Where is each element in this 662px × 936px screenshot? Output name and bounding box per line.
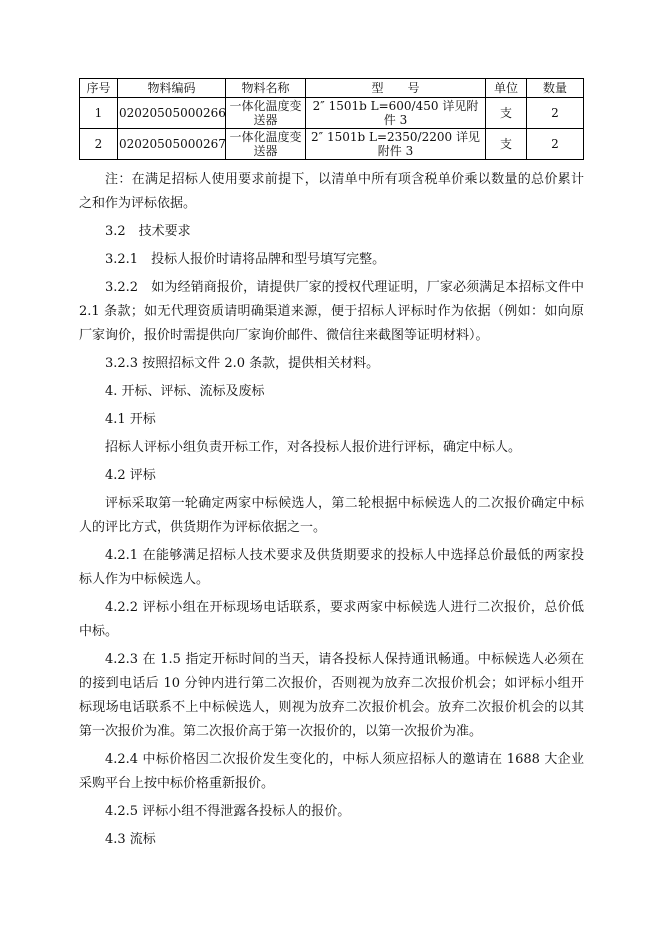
section-heading-3-2: 3.2 技术要求 — [105, 224, 191, 239]
table-row — [80, 129, 584, 160]
cell-model: 2″ 1501b L=2350/2200 详见附件 3 — [306, 129, 486, 160]
cell-model: 2″ 1501b L=600/450 详见附件 3 — [306, 98, 486, 129]
paragraph-3-2-3: 3.2.3 按照招标文件 2.0 条款，提供相关材料。 — [105, 356, 380, 371]
section-heading-4-2: 4.2 评标 — [105, 468, 156, 483]
cell-code: 02020505000267 — [118, 129, 226, 160]
paragraph-4-2-3: 4.2.3 在 1.5 指定开标时间的当天，请各投标人保持通讯畅通。中标候选人必须在的接到电话后 10 分钟内进行第二次报价，否则视为放弃二次报价机会；如评标小组开标现场电话联系不上中标候选人，则视为放弃二次报价机会。放弃二次报价机会的以其第一次报价为准。第二次报价高于第一次报价的，以第一次报价为准。 — [79, 652, 584, 739]
cell-code: 02020505000266 — [118, 98, 226, 129]
paragraph-4-2-2: 4.2.2 评标小组在开标现场电话联系，要求两家中标候选人进行二次报价，总价低中标。 — [79, 600, 584, 639]
cell-unit: 支 — [486, 98, 527, 129]
table-header-row — [80, 79, 584, 98]
header-model: 型 号 — [306, 79, 486, 98]
cell-name: 一体化温度变送器 — [226, 129, 306, 160]
document-body — [79, 168, 584, 856]
header-code: 物料编码 — [118, 79, 226, 98]
cell-qty: 2 — [527, 129, 584, 160]
cell-unit: 支 — [486, 129, 527, 160]
materials-table — [79, 78, 584, 160]
cell-qty: 2 — [527, 98, 584, 129]
header-qty: 数量 — [527, 79, 584, 98]
cell-no: 2 — [80, 129, 118, 160]
header-unit: 单位 — [486, 79, 527, 98]
cell-no: 1 — [80, 98, 118, 129]
cell-name: 一体化温度变送器 — [226, 98, 306, 129]
paragraph-3-2-1: 3.2.1 投标人报价时请将品牌和型号填写完整。 — [105, 252, 386, 267]
paragraph-4-2-5: 4.2.5 评标小组不得泄露各投标人的报价。 — [105, 804, 351, 819]
header-name: 物料名称 — [226, 79, 306, 98]
table-row — [80, 98, 584, 129]
note-paragraph: 注：在满足招标人使用要求前提下，以清单中所有项含税单价乘以数量的总价累计之和作为评标依据。 — [79, 172, 584, 211]
paragraph-4-1: 招标人评标小组负责开标工作，对各投标人报价进行评标，确定中标人。 — [105, 440, 522, 455]
section-heading-4-3: 4.3 流标 — [105, 832, 156, 847]
paragraph-4-2-4: 4.2.4 中标价格因二次报价发生变化的，中标人须应招标人的邀请在 1688 大企业采购平台上按中标价格重新报价。 — [79, 752, 584, 791]
section-heading-4: 4. 开标、评标、流标及废标 — [105, 384, 265, 399]
paragraph-3-2-2: 3.2.2 如为经销商报价，请提供厂家的授权代理证明，厂家必须满足本招标文件中 2.1 条款；如无代理资质请明确渠道来源，便于招标人评标时作为依据（例如：如向原厂家询价，报价时需提供向厂家询价邮件、微信往来截图等证明材料）。 — [79, 280, 584, 343]
header-no: 序号 — [80, 79, 118, 98]
section-heading-4-1: 4.1 开标 — [105, 412, 156, 427]
paragraph-4-2: 评标采取第一轮确定两家中标候选人，第二轮根据中标候选人的二次报价确定中标人的评比方式，供货期作为评标依据之一。 — [79, 496, 584, 535]
paragraph-4-2-1: 4.2.1 在能够满足招标人技术要求及供货期要求的投标人中选择总价最低的两家投标人作为中标候选人。 — [79, 548, 584, 587]
